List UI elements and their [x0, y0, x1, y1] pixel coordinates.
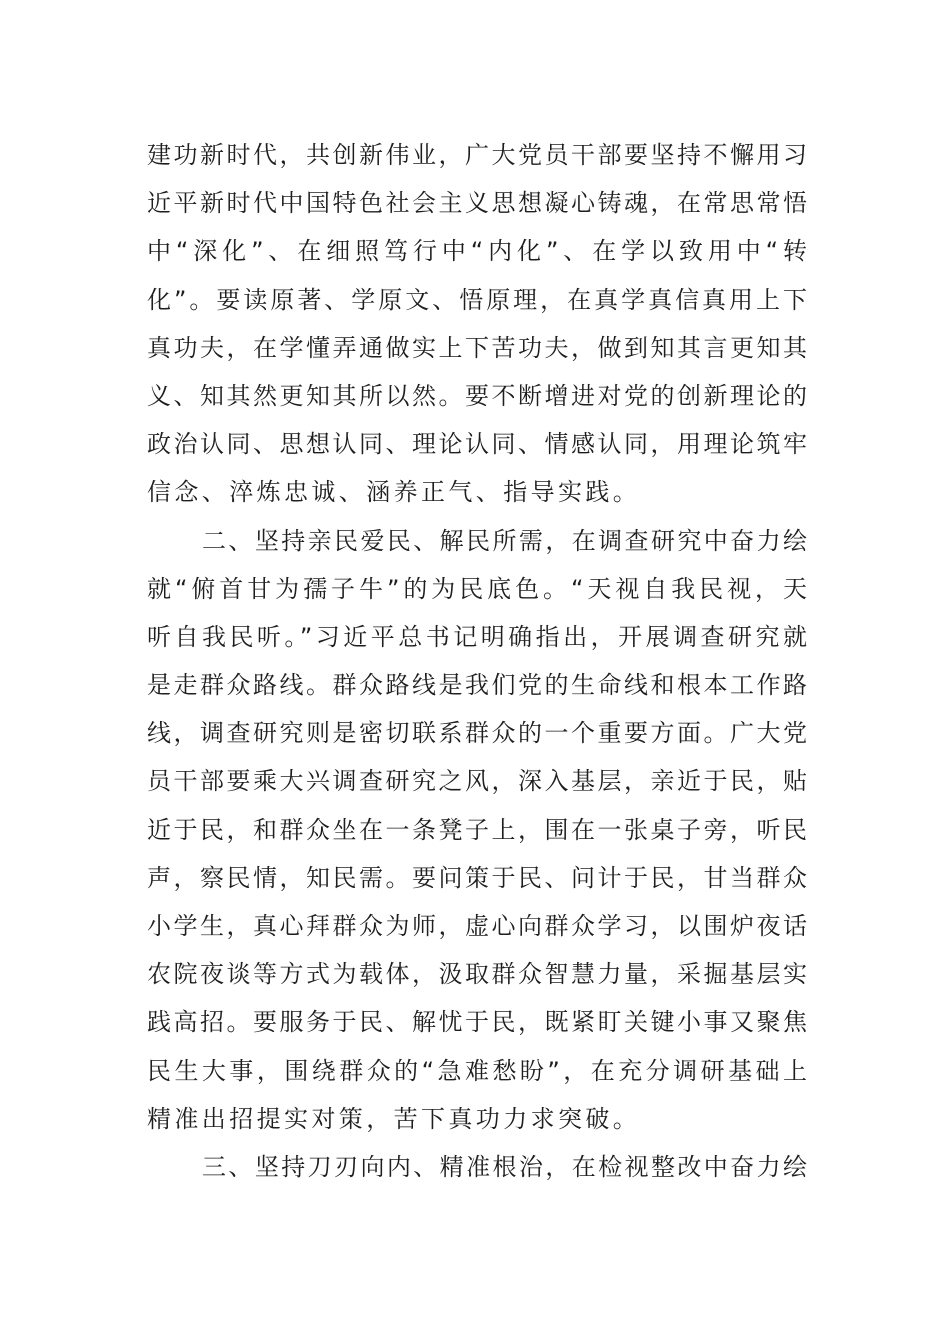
text-line: 声，察民情，知民需。要问策于民、问计于民，甘当群众: [147, 863, 807, 892]
text-line: 政治认同、思想认同、理论认同、情感认同，用理论筑牢: [147, 430, 807, 459]
text-line: 二、坚持亲民爱民、解民所需，在调查研究中奋力绘: [202, 526, 807, 555]
text-line: 精准出招提实对策，苦下真功力求突破。: [147, 1104, 641, 1133]
text-line: 中“深化”、在细照笃行中“内化”、在学以致用中“转: [147, 237, 807, 266]
text-line: 建功新时代，共创新伟业，广大党员干部要坚持不懈用习: [147, 141, 807, 169]
paragraph: [147, 1143, 807, 1191]
document-page: [147, 131, 807, 1191]
text-line: 近平新时代中国特色社会主义思想凝心铸魂，在常思常悟: [147, 189, 807, 218]
text-line: 线，调查研究则是密切联系群众的一个重要方面。广大党: [147, 719, 807, 748]
text-line: 三、坚持刀刃向内、精准根治，在检视整改中奋力绘: [202, 1152, 807, 1181]
text-line: 义、知其然更知其所以然。要不断增进对党的创新理论的: [147, 381, 807, 410]
text-line: 践高招。要服务于民、解忧于民，既紧盯关键小事又聚焦: [147, 1008, 807, 1037]
text-line: 近于民，和群众坐在一条凳子上，围在一张桌子旁，听民: [147, 815, 807, 844]
text-line: 真功夫，在学懂弄通做实上下苦功夫，做到知其言更知其: [147, 333, 807, 362]
text-line: 化”。要读原著、学原文、悟原理，在真学真信真用上下: [147, 285, 807, 314]
text-line: 小学生，真心拜群众为师，虚心向群众学习，以围炉夜话: [147, 912, 807, 940]
text-line: 员干部要乘大兴调查研究之风，深入基层，亲近于民，贴: [147, 767, 807, 796]
text-line: 就“俯首甘为孺子牛”的为民底色。“天视自我民视，天: [147, 574, 807, 603]
text-line: 信念、淬炼忠诚、涵养正气、指导实践。: [147, 478, 641, 507]
paragraph: [147, 131, 807, 517]
text-line: 是走群众路线。群众路线是我们党的生命线和根本工作路: [147, 671, 807, 700]
text-line: 民生大事，围绕群众的“急难愁盼”，在充分调研基础上: [147, 1056, 807, 1085]
text-line: 听自我民听。”习近平总书记明确指出，开展调查研究就: [147, 622, 807, 651]
text-line: 农院夜谈等方式为载体，汲取群众智慧力量，采掘基层实: [147, 960, 807, 989]
paragraph: [147, 517, 807, 1143]
